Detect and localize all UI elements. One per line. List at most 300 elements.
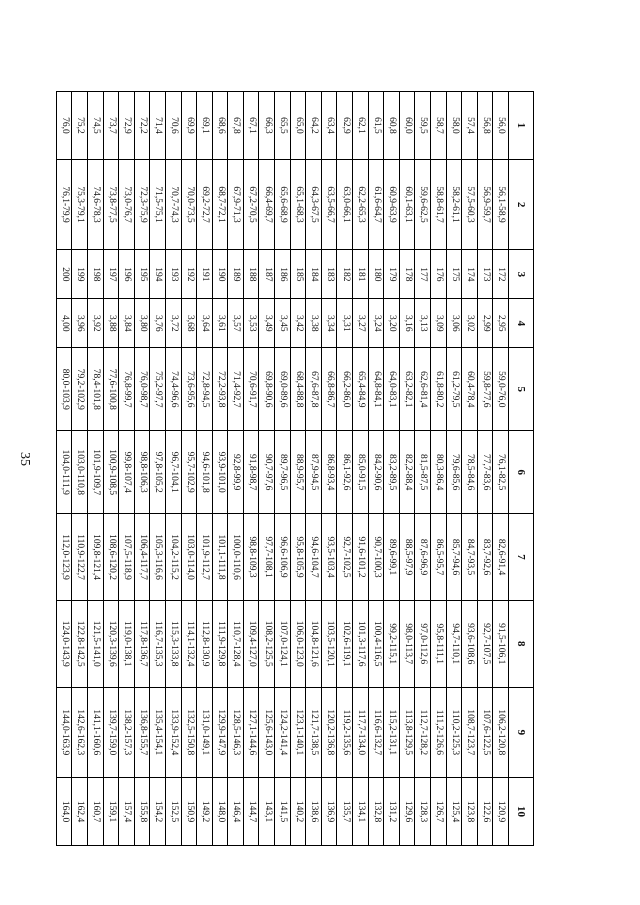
table-row: [150, 92, 166, 846]
table-cell: 123,1-140,1: [290, 687, 306, 777]
table-cell: 69,8-90,6: [259, 348, 275, 431]
table-cell: 65,6-68,9: [275, 159, 291, 249]
table-cell: 89,7-96,5: [275, 431, 291, 514]
table-cell: 87,6-96,9: [415, 514, 431, 601]
table-cell: 116,6-132,7: [368, 687, 384, 777]
table-cell: 3,88: [103, 299, 119, 348]
table-cell: 172: [493, 250, 509, 299]
table-cell: 78,5-84,6: [462, 431, 478, 514]
table-cell: 59,6-62,5: [415, 159, 431, 249]
table-cell: 60,8: [384, 92, 400, 160]
table-cell: 110,9-122,7: [72, 514, 88, 601]
table-cell: 76,1-82,5: [493, 431, 509, 514]
table-cell: 73,8-77,5: [103, 159, 119, 249]
table-cell: 100,9-108,5: [103, 431, 119, 514]
table-cell: 183: [321, 250, 337, 299]
table-cell: 3,61: [212, 299, 228, 348]
table-cell: 95,8-105,9: [290, 514, 306, 601]
table-cell: 86,8-93,4: [321, 431, 337, 514]
table-cell: 124,2-141,4: [275, 687, 291, 777]
table-cell: 176: [431, 250, 447, 299]
table-cell: 178: [399, 250, 415, 299]
table-cell: 85,7-94,6: [446, 514, 462, 601]
column-header: 5: [509, 348, 534, 431]
table-row: [399, 92, 415, 846]
table-cell: 98,8-109,3: [243, 514, 259, 601]
table-cell: 93,5-103,4: [321, 514, 337, 601]
table-cell: 184: [306, 250, 322, 299]
table-cell: 67,8: [228, 92, 244, 160]
table-cell: 192: [181, 250, 197, 299]
table-row: [368, 92, 384, 846]
table-cell: 62,9: [337, 92, 353, 160]
table-cell: 85,0-91,5: [353, 431, 369, 514]
table-cell: 3,76: [150, 299, 166, 348]
table-cell: 113,8-129,5: [399, 687, 415, 777]
table-cell: 84,7-93,5: [462, 514, 478, 601]
table-cell: 100,4-116,5: [368, 600, 384, 687]
table-cell: 120,9: [493, 778, 509, 846]
table-cell: 3,27: [353, 299, 369, 348]
table-cell: 60,0: [399, 92, 415, 160]
table-cell: 144,7: [243, 778, 259, 846]
table-cell: 72,2-93,8: [212, 348, 228, 431]
table-cell: 66,3: [259, 92, 275, 160]
table-cell: 111,2-126,6: [431, 687, 447, 777]
table-cell: 69,1: [197, 92, 213, 160]
table-cell: 59,0-76,0: [493, 348, 509, 431]
table-cell: 4,00: [56, 299, 72, 348]
table-cell: 3,92: [87, 299, 103, 348]
table-cell: 107,0-124,1: [275, 600, 291, 687]
table-cell: 3,34: [321, 299, 337, 348]
table-cell: 61,5: [368, 92, 384, 160]
table-cell: 79,2-102,9: [72, 348, 88, 431]
table-cell: 72,8-94,5: [197, 348, 213, 431]
table-cell: 107,5-118,9: [119, 514, 135, 601]
table-cell: 88,9-95,7: [290, 431, 306, 514]
table-cell: 140,2: [290, 778, 306, 846]
table-cell: 160,7: [87, 778, 103, 846]
table-cell: 65,4-84,9: [353, 348, 369, 431]
table-cell: 56,8: [477, 92, 493, 160]
table-cell: 91,5-106,1: [493, 600, 509, 687]
table-cell: 57,5-60,3: [462, 159, 478, 249]
table-cell: 72,9: [119, 92, 135, 160]
table-cell: 138,2-157,3: [119, 687, 135, 777]
table-cell: 104,2-115,2: [165, 514, 181, 601]
table-cell: 3,16: [399, 299, 415, 348]
table-cell: 111,9-129,8: [212, 600, 228, 687]
table-row: [228, 92, 244, 846]
table-cell: 146,4: [228, 778, 244, 846]
table-cell: 179: [384, 250, 400, 299]
table-cell: 144,0-163,9: [56, 687, 72, 777]
table-cell: 74,4-96,6: [165, 348, 181, 431]
table-cell: 142,6-162,3: [72, 687, 88, 777]
table-cell: 69,2-72,7: [197, 159, 213, 249]
table-cell: 67,2-70,5: [243, 159, 259, 249]
table-cell: 123,8: [462, 778, 478, 846]
table-cell: 157,4: [119, 778, 135, 846]
table-cell: 75,2: [72, 92, 88, 160]
table-cell: 70,6: [165, 92, 181, 160]
table-cell: 78,4-101,8: [87, 348, 103, 431]
table-cell: 56,0: [493, 92, 509, 160]
table-row: [103, 92, 119, 846]
table-cell: 196: [119, 250, 135, 299]
table-cell: 115,3-133,8: [165, 600, 181, 687]
table-cell: 3,53: [243, 299, 259, 348]
table-row: [337, 92, 353, 846]
table-cell: 3,38: [306, 299, 322, 348]
table-cell: 191: [197, 250, 213, 299]
table-cell: 134,1: [353, 778, 369, 846]
table-cell: 65,0: [290, 92, 306, 160]
table-cell: 73,7: [103, 92, 119, 160]
table-cell: 185: [290, 250, 306, 299]
table-cell: 94,6-101,8: [197, 431, 213, 514]
table-cell: 76,1-79,9: [56, 159, 72, 249]
table-cell: 60,9-63,9: [384, 159, 400, 249]
table-cell: 128,3: [415, 778, 431, 846]
table-cell: 94,7-110,1: [446, 600, 462, 687]
table-row: [165, 92, 181, 846]
table-cell: 133,9-152,4: [165, 687, 181, 777]
column-header: 9: [509, 687, 534, 777]
table-cell: 76,0-98,7: [134, 348, 150, 431]
table-cell: 83,2-89,5: [384, 431, 400, 514]
table-cell: 139,7-159,0: [103, 687, 119, 777]
table-cell: 154,2: [150, 778, 166, 846]
table-body: [56, 92, 508, 846]
table-cell: 88,5-97,9: [399, 514, 415, 601]
table-cell: 64,2: [306, 92, 322, 160]
table-cell: 3,13: [415, 299, 431, 348]
table-cell: 97,8-105,2: [150, 431, 166, 514]
table-cell: 101,3-117,6: [353, 600, 369, 687]
table-cell: 95,8-111,1: [431, 600, 447, 687]
table-cell: 72,3-75,9: [134, 159, 150, 249]
table-cell: 138,6: [306, 778, 322, 846]
table-row: [72, 92, 88, 846]
table-cell: 97,7-108,1: [259, 514, 275, 601]
table-row: [353, 92, 369, 846]
table-cell: 57,4: [462, 92, 478, 160]
table-cell: 72,2: [134, 92, 150, 160]
table-cell: 82,6-91,4: [493, 514, 509, 601]
table-cell: 93,9-101,0: [212, 431, 228, 514]
table-row: [275, 92, 291, 846]
table-cell: 180: [368, 250, 384, 299]
table-cell: 80,3-86,4: [431, 431, 447, 514]
table-cell: 3,68: [181, 299, 197, 348]
table-cell: 59,8-77,6: [477, 348, 493, 431]
table-cell: 3,57: [228, 299, 244, 348]
table-cell: 103,0-110,8: [72, 431, 88, 514]
table-cell: 199: [72, 250, 88, 299]
table-cell: 112,8-130,9: [197, 600, 213, 687]
table-cell: 164,0: [56, 778, 72, 846]
table-cell: 58,2-61,1: [446, 159, 462, 249]
table-cell: 148,0: [212, 778, 228, 846]
table-cell: 76,8-99,7: [119, 348, 135, 431]
table-cell: 61,8-80,2: [431, 348, 447, 431]
table-cell: 194: [150, 250, 166, 299]
table-cell: 99,8-107,4: [119, 431, 135, 514]
table-cell: 193: [165, 250, 181, 299]
table-cell: 90,7-100,3: [368, 514, 384, 601]
table-cell: 174: [462, 250, 478, 299]
table-cell: 200: [56, 250, 72, 299]
column-header: 7: [509, 514, 534, 601]
table-cell: 81,5-87,5: [415, 431, 431, 514]
table-cell: 106,2-120,8: [493, 687, 509, 777]
table-cell: 122,8-142,5: [72, 600, 88, 687]
table-cell: 63,0-66,1: [337, 159, 353, 249]
table-cell: 64,0-83,1: [384, 348, 400, 431]
table-row: [212, 92, 228, 846]
table-cell: 91,6-101,2: [353, 514, 369, 601]
table-cell: 110,2-125,3: [446, 687, 462, 777]
table-cell: 125,4: [446, 778, 462, 846]
column-header: 10: [509, 778, 534, 846]
table-row: [243, 92, 259, 846]
column-header: 3: [509, 250, 534, 299]
table-cell: 69,9: [181, 92, 197, 160]
table-cell: 2,99: [477, 299, 493, 348]
table-row: [134, 92, 150, 846]
table-cell: 127,1-144,6: [243, 687, 259, 777]
table-cell: 2,95: [493, 299, 509, 348]
table-cell: 100,0-110,6: [228, 514, 244, 601]
table-cell: 119,2-135,6: [337, 687, 353, 777]
table-cell: 120,3-139,6: [103, 600, 119, 687]
table-cell: 173: [477, 250, 493, 299]
table-cell: 64,8-84,1: [368, 348, 384, 431]
table-cell: 189: [228, 250, 244, 299]
table-cell: 94,6-104,7: [306, 514, 322, 601]
table-cell: 60,1-63,1: [399, 159, 415, 249]
table-cell: 3,06: [446, 299, 462, 348]
table-cell: 109,8-121,4: [87, 514, 103, 601]
table-row: [493, 92, 509, 846]
table-cell: 77,6-100,8: [103, 348, 119, 431]
table-cell: 131,0-149,1: [197, 687, 213, 777]
table-cell: 132,5-150,8: [181, 687, 197, 777]
table-cell: 76,0: [56, 92, 72, 160]
table-cell: 101,9-109,7: [87, 431, 103, 514]
table-cell: 65,1-68,3: [290, 159, 306, 249]
table-cell: 74,6-78,3: [87, 159, 103, 249]
table-row: [119, 92, 135, 846]
page-number: 35: [17, 452, 32, 466]
table-cell: 96,6-106,9: [275, 514, 291, 601]
table-cell: 188: [243, 250, 259, 299]
table-cell: 103,5-120,1: [321, 600, 337, 687]
table-cell: 129,9-147,9: [212, 687, 228, 777]
table-cell: 101,1-111,8: [212, 514, 228, 601]
table-cell: 80,0-103,9: [56, 348, 72, 431]
table-cell: 150,9: [181, 778, 197, 846]
table-cell: 92,8-99,9: [228, 431, 244, 514]
table-cell: 108,6-120,2: [103, 514, 119, 601]
table-cell: 124,0-143,9: [56, 600, 72, 687]
column-header: 4: [509, 299, 534, 348]
table-row: [415, 92, 431, 846]
table-cell: 58,0: [446, 92, 462, 160]
table-cell: 98,8-106,3: [134, 431, 150, 514]
table-cell: 96,7-104,1: [165, 431, 181, 514]
data-table-container: [59, 91, 534, 846]
table-cell: 122,6: [477, 778, 493, 846]
table-cell: 3,24: [368, 299, 384, 348]
table-cell: 67,1: [243, 92, 259, 160]
table-cell: 87,9-94,5: [306, 431, 322, 514]
table-cell: 3,09: [431, 299, 447, 348]
table-cell: 181: [353, 250, 369, 299]
table-cell: 155,8: [134, 778, 150, 846]
table-cell: 90,7-97,6: [259, 431, 275, 514]
table-cell: 95,7-102,9: [181, 431, 197, 514]
table-cell: 107,6-122,5: [477, 687, 493, 777]
table-row: [290, 92, 306, 846]
table-cell: 112,0-123,9: [56, 514, 72, 601]
table-cell: 92,7-102,5: [337, 514, 353, 601]
table-cell: 102,6-119,1: [337, 600, 353, 687]
table-row: [87, 92, 103, 846]
table-cell: 71,4: [150, 92, 166, 160]
table-cell: 108,7-123,7: [462, 687, 478, 777]
table-cell: 141,5: [275, 778, 291, 846]
table-cell: 93,6-108,6: [462, 600, 478, 687]
table-cell: 177: [415, 250, 431, 299]
table-cell: 86,5-95,7: [431, 514, 447, 601]
table-cell: 67,6-87,8: [306, 348, 322, 431]
table-cell: 64,3-67,5: [306, 159, 322, 249]
table-cell: 105,3-116,6: [150, 514, 166, 601]
table-cell: 61,2-79,5: [446, 348, 462, 431]
table-cell: 73,6-95,6: [181, 348, 197, 431]
table-cell: 68,6: [212, 92, 228, 160]
table-cell: 97,0-112,6: [415, 600, 431, 687]
table-cell: 104,8-121,6: [306, 600, 322, 687]
table-cell: 128,5-146,3: [228, 687, 244, 777]
table-row: [477, 92, 493, 846]
table-cell: 152,5: [165, 778, 181, 846]
table-cell: 60,4-78,4: [462, 348, 478, 431]
table-cell: 63,2-82,1: [399, 348, 415, 431]
table-cell: 62,2-65,3: [353, 159, 369, 249]
table-cell: 3,84: [119, 299, 135, 348]
table-cell: 3,80: [134, 299, 150, 348]
table-cell: 136,8-155,7: [134, 687, 150, 777]
table-cell: 66,4-69,7: [259, 159, 275, 249]
table-cell: 135,7: [337, 778, 353, 846]
table-cell: 182: [337, 250, 353, 299]
table-cell: 190: [212, 250, 228, 299]
table-cell: 110,7-128,4: [228, 600, 244, 687]
column-header: 6: [509, 431, 534, 514]
table-cell: 106,4-117,7: [134, 514, 150, 601]
table-row: [197, 92, 213, 846]
table-cell: 62,6-81,4: [415, 348, 431, 431]
table-cell: 79,6-85,6: [446, 431, 462, 514]
table-cell: 71,5-75,1: [150, 159, 166, 249]
table-cell: 131,2: [384, 778, 400, 846]
table-cell: 65,5: [275, 92, 291, 160]
table-cell: 3,96: [72, 299, 88, 348]
table-cell: 74,5: [87, 92, 103, 160]
table-cell: 83,7-92,6: [477, 514, 493, 601]
table-cell: 159,1: [103, 778, 119, 846]
table-cell: 3,02: [462, 299, 478, 348]
table-cell: 135,4-154,1: [150, 687, 166, 777]
table-cell: 98,0-113,7: [399, 600, 415, 687]
table-cell: 187: [259, 250, 275, 299]
table-cell: 82,2-88,4: [399, 431, 415, 514]
table-row: [321, 92, 337, 846]
table-row: [446, 92, 462, 846]
table-cell: 56,1-58,9: [493, 159, 509, 249]
table-cell: 129,6: [399, 778, 415, 846]
column-header: 8: [509, 600, 534, 687]
table-cell: 121,7-138,5: [306, 687, 322, 777]
table-row: [306, 92, 322, 846]
table-cell: 121,5-141,0: [87, 600, 103, 687]
table-cell: 104,0-111,9: [56, 431, 72, 514]
table-cell: 175: [446, 250, 462, 299]
table-cell: 73,0-76,7: [119, 159, 135, 249]
table-cell: 109,4-127,0: [243, 600, 259, 687]
table-cell: 195: [134, 250, 150, 299]
table-cell: 68,4-88,8: [290, 348, 306, 431]
table-cell: 117,8-136,7: [134, 600, 150, 687]
table-cell: 86,1-92,6: [337, 431, 353, 514]
table-cell: 69,0-89,6: [275, 348, 291, 431]
table-cell: 66,2-86,0: [337, 348, 353, 431]
table-cell: 117,7-134,0: [353, 687, 369, 777]
table-cell: 71,4-92,7: [228, 348, 244, 431]
table-cell: 91,8-98,7: [243, 431, 259, 514]
table-cell: 59,5: [415, 92, 431, 160]
table-cell: 136,9: [321, 778, 337, 846]
table-cell: 67,9-71,3: [228, 159, 244, 249]
table-cell: 92,7-107,5: [477, 600, 493, 687]
table-cell: 70,0-73,5: [181, 159, 197, 249]
table-cell: 186: [275, 250, 291, 299]
table-cell: 89,6-99,1: [384, 514, 400, 601]
table-cell: 58,8-61,7: [431, 159, 447, 249]
table-cell: 3,45: [275, 299, 291, 348]
table-cell: 149,2: [197, 778, 213, 846]
table-row: [181, 92, 197, 846]
table-cell: 126,7: [431, 778, 447, 846]
table-cell: 103,0-114,0: [181, 514, 197, 601]
table-cell: 125,6-143,0: [259, 687, 275, 777]
table-cell: 66,8-86,7: [321, 348, 337, 431]
table-cell: 198: [87, 250, 103, 299]
table-cell: 120,2-136,8: [321, 687, 337, 777]
table-cell: 141,1-160,6: [87, 687, 103, 777]
table-cell: 119,0-138,1: [119, 600, 135, 687]
table-cell: 84,2-90,6: [368, 431, 384, 514]
table-cell: 68,7-72,1: [212, 159, 228, 249]
table-cell: 197: [103, 250, 119, 299]
table-cell: 77,7-83,6: [477, 431, 493, 514]
table-cell: 3,64: [197, 299, 213, 348]
table-cell: 99,2-115,1: [384, 600, 400, 687]
